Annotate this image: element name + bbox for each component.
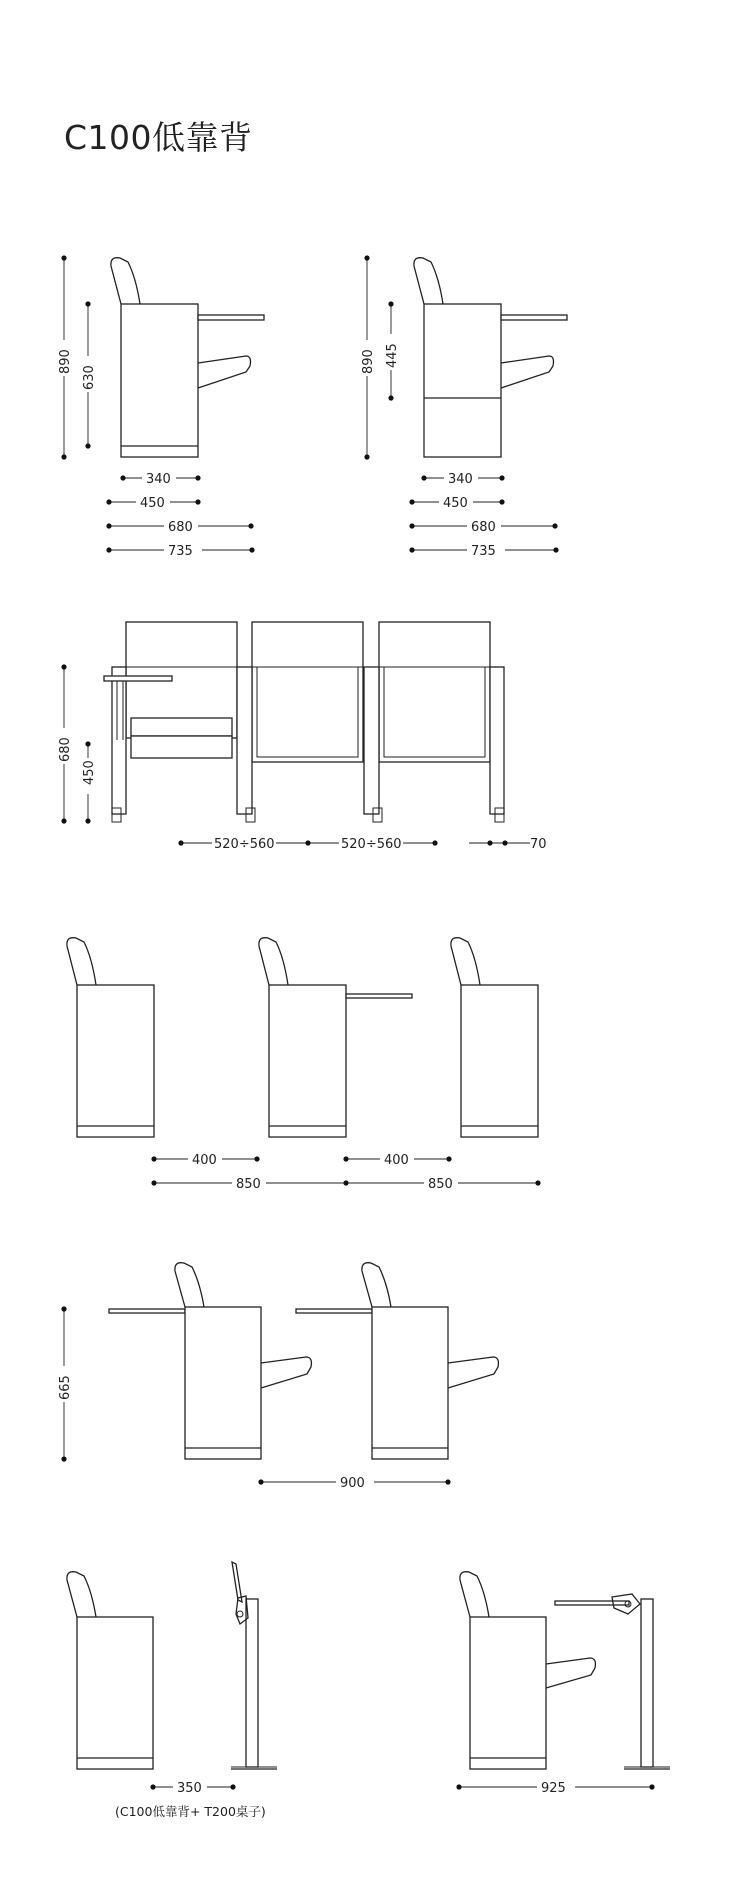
row-view-b xyxy=(57,1263,498,1491)
dim-row-b-width: 900 xyxy=(340,1476,365,1491)
dim-combo-350: 350 xyxy=(177,1781,202,1796)
dim-combo-925: 925 xyxy=(541,1781,566,1796)
dim-width-735: 735 xyxy=(168,544,193,559)
dim-row-a-400-1: 400 xyxy=(192,1153,217,1168)
dim-width-340: 340 xyxy=(146,472,171,487)
dim-armrest: 70 xyxy=(530,837,547,852)
dim-front-height: 680 xyxy=(58,737,73,762)
combo-caption: (C100低靠背+ T200桌子) xyxy=(115,1804,266,1819)
combo-view-a xyxy=(67,1562,277,1819)
dim-height-total: 890 xyxy=(58,349,73,374)
dim-width-340-b: 340 xyxy=(448,472,473,487)
dim-width-450-b: 450 xyxy=(443,496,468,511)
dim-spacing-1: 520÷560 xyxy=(214,837,275,852)
dim-width-680: 680 xyxy=(168,520,193,535)
dim-width-450: 450 xyxy=(140,496,165,511)
page-title: C100低靠背 xyxy=(64,118,253,157)
dim-row-a-400-2: 400 xyxy=(384,1153,409,1168)
dim-width-735-b: 735 xyxy=(471,544,496,559)
dim-height-seat: 630 xyxy=(82,365,97,390)
dim-row-a-850-2: 850 xyxy=(428,1177,453,1192)
row-view-a xyxy=(67,938,541,1192)
dim-front-seat: 450 xyxy=(82,760,97,785)
dim-spacing-2: 520÷560 xyxy=(341,837,402,852)
side-view-b xyxy=(360,255,567,559)
dim-height-total-b: 890 xyxy=(361,349,376,374)
dim-height-back-b: 445 xyxy=(385,343,400,368)
front-view xyxy=(57,622,547,852)
dim-width-680-b: 680 xyxy=(471,520,496,535)
side-view-a xyxy=(57,255,264,559)
dim-row-a-850-1: 850 xyxy=(236,1177,261,1192)
dim-row-b-height: 665 xyxy=(58,1375,73,1400)
combo-view-b xyxy=(456,1572,670,1796)
